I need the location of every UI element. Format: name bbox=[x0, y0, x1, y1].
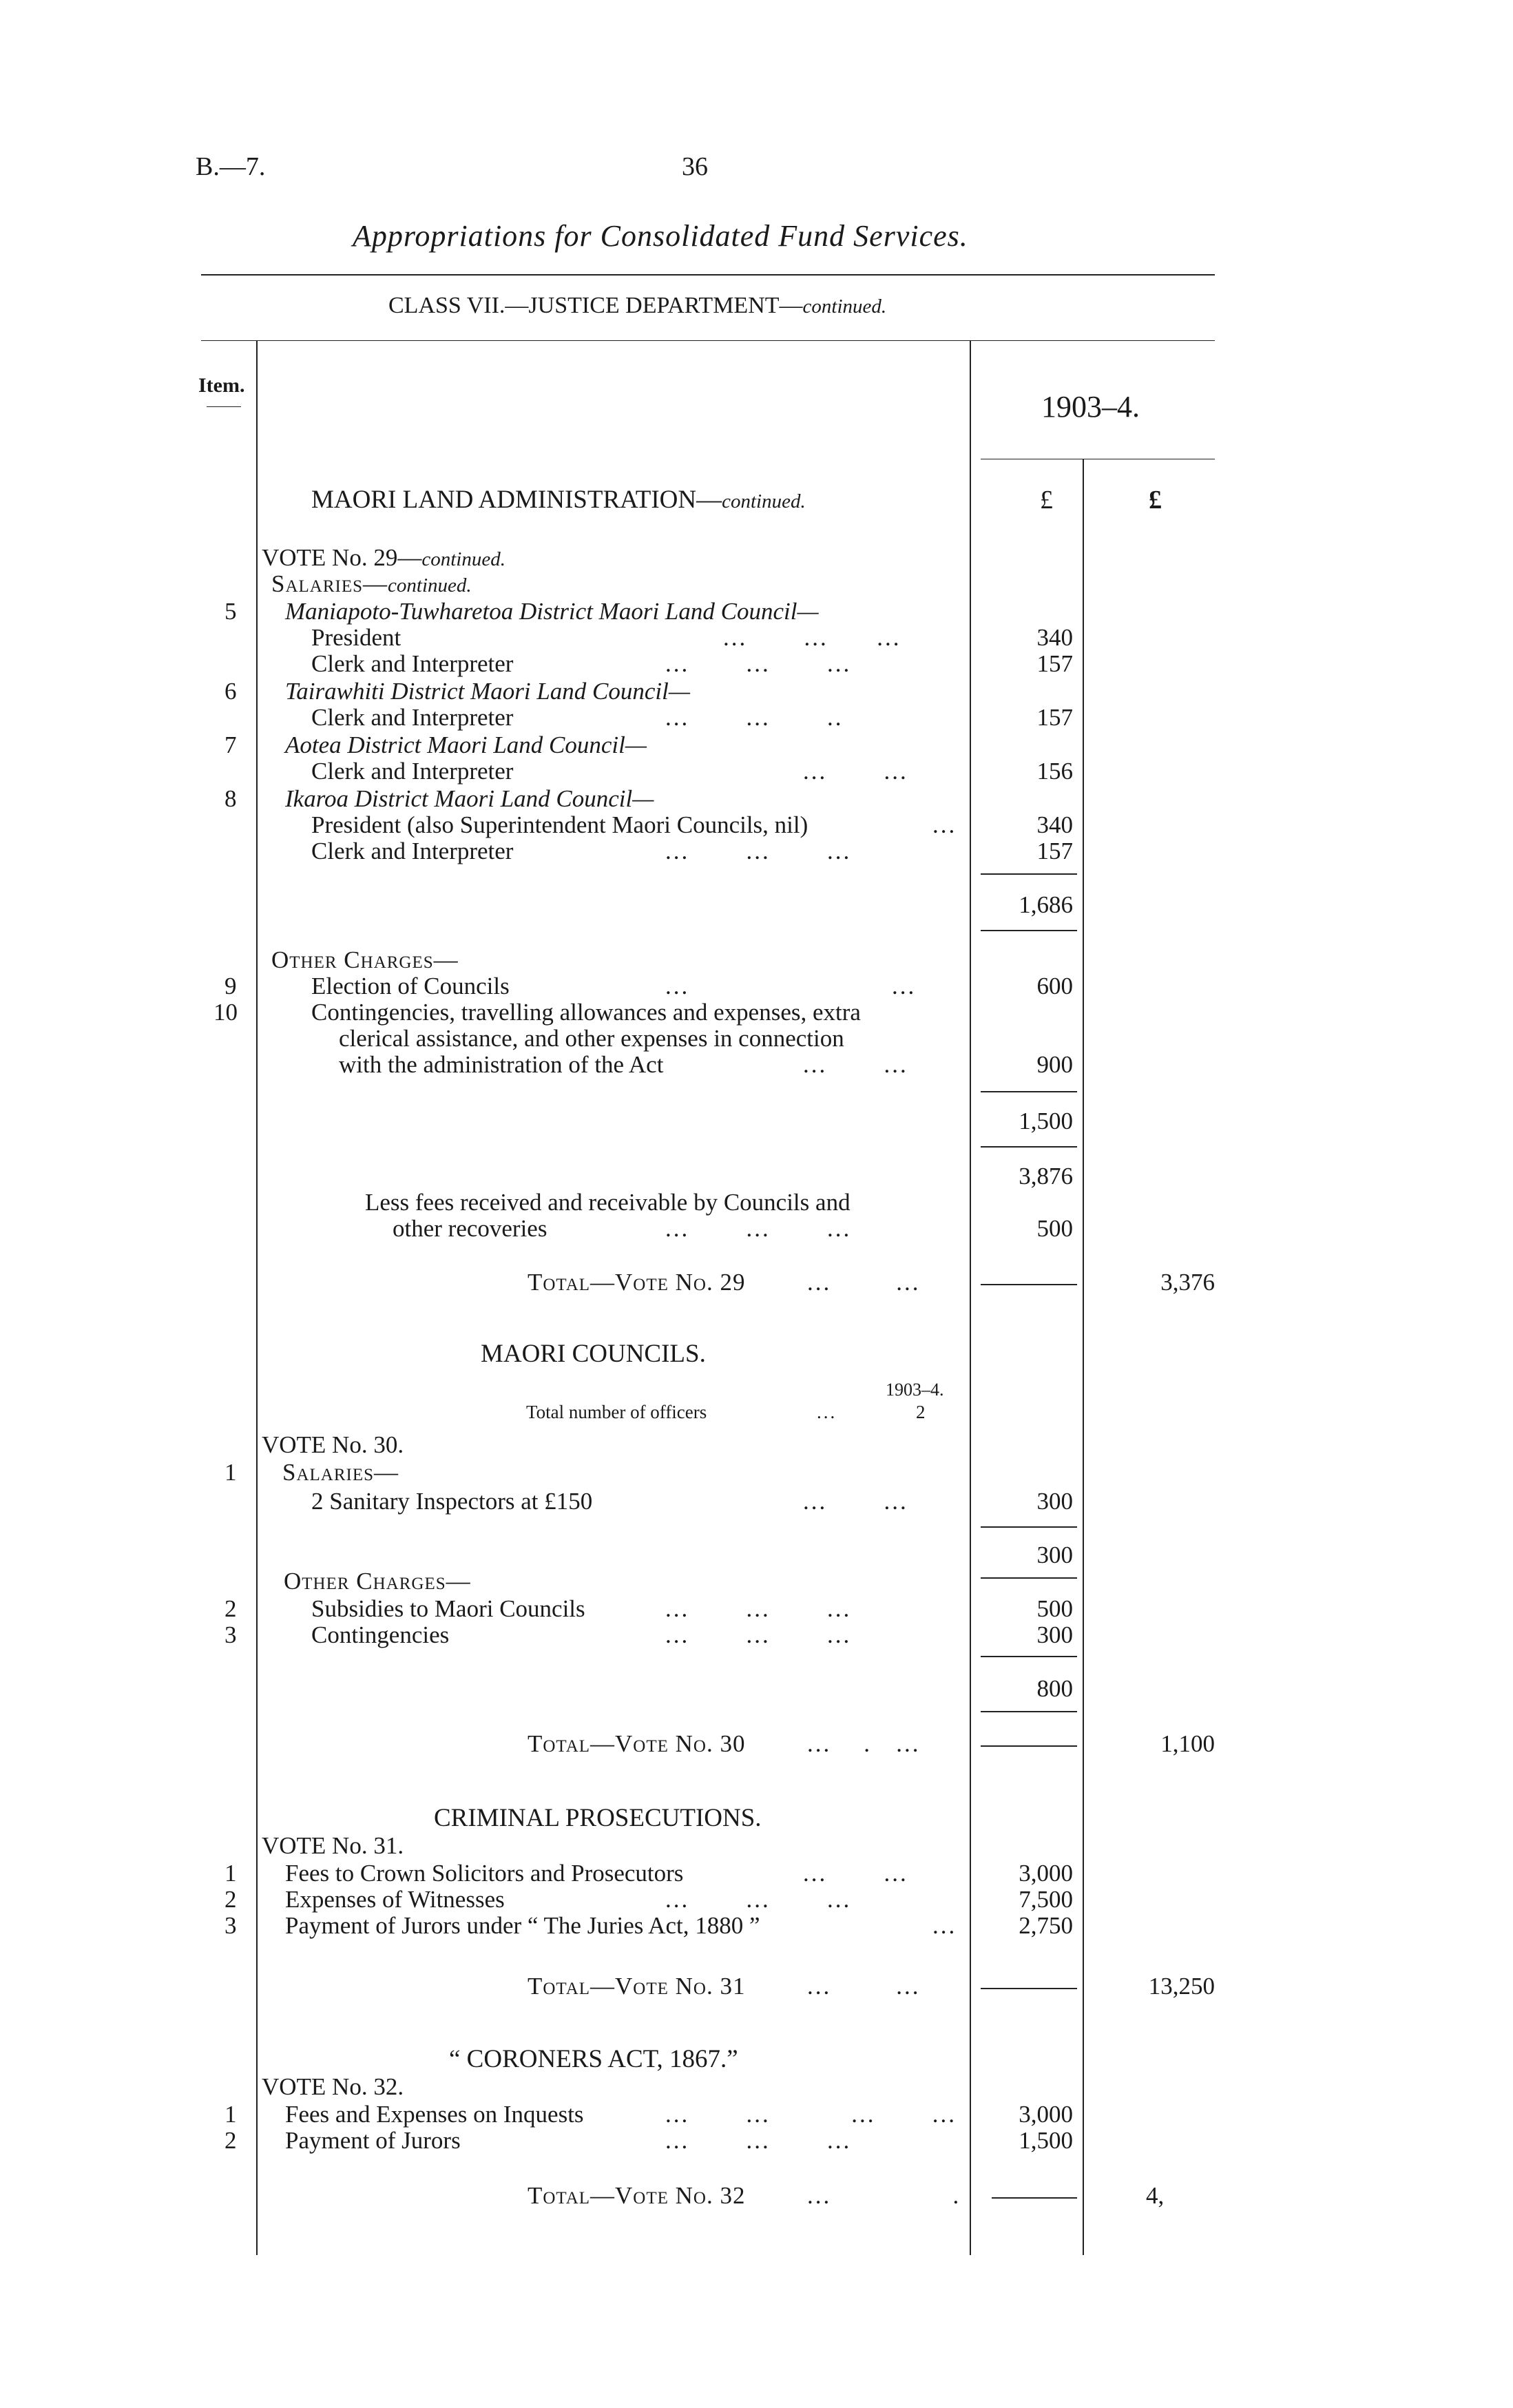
leader-dots: ... ... bbox=[803, 1860, 908, 1887]
maori-land-heading-main: MAORI LAND ADMINISTRATION— bbox=[311, 486, 722, 514]
item-number: 3 bbox=[225, 1912, 237, 1939]
table-top-rule bbox=[201, 340, 1215, 341]
leader-dots: ... ... bbox=[807, 1973, 921, 2000]
subtotal-rule bbox=[981, 1146, 1077, 1148]
other-subtotal: 800 bbox=[1036, 1675, 1073, 1702]
vote-29-main: VOTE No. 29— bbox=[262, 544, 422, 571]
row-label: Clerk and Interpreter bbox=[311, 758, 514, 785]
leader-dots: ... ... .. bbox=[665, 704, 844, 731]
leader-dots: ... ... ... bbox=[665, 1621, 852, 1648]
year-header: 1903–4. bbox=[1041, 390, 1140, 424]
item-number: 3 bbox=[225, 1621, 237, 1648]
item-number: 5 bbox=[225, 598, 237, 625]
vote-29-total-label: Total—Vote No. 29 bbox=[528, 1269, 746, 1296]
total-rule bbox=[981, 1745, 1077, 1747]
amount: 157 bbox=[1036, 650, 1073, 677]
leader-dots: ... ... ... bbox=[665, 838, 852, 864]
leader-dots: ... ... ... bbox=[665, 1215, 852, 1242]
amount: 900 bbox=[1036, 1051, 1073, 1078]
less-label: Less fees received and receivable by Councils and bbox=[365, 1189, 851, 1216]
amount: 7,500 bbox=[1019, 1886, 1073, 1913]
leader-dots: ... bbox=[932, 811, 957, 838]
amount: 300 bbox=[1036, 1488, 1073, 1515]
maori-land-heading bbox=[311, 486, 806, 515]
salaries-subtotal: 1,686 bbox=[1019, 891, 1073, 918]
less-label: other recoveries bbox=[393, 1215, 547, 1242]
council-heading: Maniapoto-Tuwharetoa District Maori Land Council— bbox=[285, 598, 819, 625]
row-label: Clerk and Interpreter bbox=[311, 838, 514, 864]
vote-31-total-label: Total—Vote No. 31 bbox=[528, 1973, 746, 2000]
row-label: Contingencies bbox=[311, 1621, 450, 1648]
amount: 157 bbox=[1036, 704, 1073, 731]
row-label: Subsidies to Maori Councils bbox=[311, 1595, 585, 1622]
other-subtotal: 1,500 bbox=[1019, 1108, 1073, 1134]
amount: 500 bbox=[1036, 1595, 1073, 1622]
item-number: 9 bbox=[225, 973, 237, 999]
leader-dots: ... ... bbox=[803, 1051, 908, 1078]
class-heading-cont: continued. bbox=[802, 295, 887, 318]
vote-32-total: 4, bbox=[1146, 2182, 1165, 2209]
vote-30-total-label: Total—Vote No. 30 bbox=[528, 1730, 746, 1757]
vote-29-total: 3,376 bbox=[1160, 1269, 1215, 1296]
pound-symbol-2: £ bbox=[1149, 486, 1162, 515]
salaries-main: Salaries— bbox=[271, 570, 388, 597]
other-charges-heading: Other Charges— bbox=[284, 1568, 471, 1595]
item-number: 2 bbox=[225, 1595, 237, 1622]
leader-dots: ... ... bbox=[665, 973, 917, 999]
row-label: clerical assistance, and other expenses in connection bbox=[339, 1025, 844, 1052]
row-label: Clerk and Interpreter bbox=[311, 650, 514, 677]
salaries-heading: Salaries— bbox=[282, 1459, 399, 1486]
vote-29-heading bbox=[262, 544, 505, 573]
vote-30-total: 1,100 bbox=[1160, 1730, 1215, 1757]
header-rule bbox=[201, 274, 1215, 276]
council-heading: Ikaroa District Maori Land Council— bbox=[285, 785, 654, 812]
leader-dots: ... . bbox=[807, 2182, 961, 2209]
row-label: Payment of Jurors under “ The Juries Act, 1880 ” bbox=[285, 1912, 760, 1939]
subtotal-rule bbox=[981, 873, 1077, 875]
amount: 2,750 bbox=[1019, 1912, 1073, 1939]
total-rule bbox=[992, 2197, 1077, 2199]
item-column-rule bbox=[256, 340, 258, 2255]
item-number: 2 bbox=[225, 2127, 237, 2154]
subtotal-rule bbox=[981, 930, 1077, 931]
row-label: Fees and Expenses on Inquests bbox=[285, 2101, 584, 2128]
subtotal-rule bbox=[981, 1091, 1077, 1092]
amount: 3,000 bbox=[1019, 1860, 1073, 1887]
amount: 300 bbox=[1036, 1621, 1073, 1648]
amount: 340 bbox=[1036, 624, 1073, 651]
row-label: Election of Councils bbox=[311, 973, 510, 999]
total-rule bbox=[981, 1284, 1077, 1285]
item-number: 6 bbox=[225, 678, 237, 705]
council-heading: Tairawhiti District Maori Land Council— bbox=[285, 678, 690, 705]
subtotal-rule bbox=[981, 1577, 1077, 1579]
row-label: with the administration of the Act bbox=[339, 1051, 664, 1078]
leader-dots: ... ... ... bbox=[665, 1886, 852, 1913]
row-label: Clerk and Interpreter bbox=[311, 704, 514, 731]
amount: 3,000 bbox=[1019, 2101, 1073, 2128]
maori-councils-heading: MAORI COUNCILS. bbox=[481, 1340, 706, 1368]
leader-dots: ... ... bbox=[807, 1269, 921, 1296]
row-label: Payment of Jurors bbox=[285, 2127, 461, 2154]
vote-30-heading: VOTE No. 30. bbox=[262, 1431, 404, 1458]
leader-dots: ... ... ... ... bbox=[665, 2101, 957, 2128]
amount: 156 bbox=[1036, 758, 1073, 785]
leader-dots: ... bbox=[932, 1912, 957, 1939]
pound-symbol-1: £ bbox=[1040, 486, 1053, 515]
vote-32-total-label: Total—Vote No. 32 bbox=[528, 2182, 746, 2209]
item-number: 8 bbox=[225, 785, 237, 812]
item-number: 1 bbox=[225, 2101, 237, 2128]
item-column-header: Item. bbox=[198, 374, 245, 397]
criminal-prosecutions-heading: CRIMINAL PROSECUTIONS. bbox=[434, 1804, 762, 1832]
maori-land-heading-cont: continued. bbox=[722, 490, 806, 512]
leader-dots: ... ... ... bbox=[723, 624, 901, 651]
salaries-cont: continued. bbox=[388, 574, 472, 596]
item-number: 10 bbox=[213, 999, 238, 1026]
class-heading bbox=[388, 292, 886, 320]
leader-dots: ... ... ... bbox=[665, 650, 852, 677]
row-label: 2 Sanitary Inspectors at £150 bbox=[311, 1488, 593, 1515]
item-number: 2 bbox=[225, 1886, 237, 1913]
leader-dots: ... ... bbox=[803, 1488, 908, 1515]
item-number: 1 bbox=[225, 1459, 237, 1486]
class-heading-main: CLASS VII.—JUSTICE DEPARTMENT— bbox=[388, 293, 803, 318]
council-heading: Aotea District Maori Land Council— bbox=[285, 731, 647, 758]
subtotal-rule bbox=[981, 1656, 1077, 1657]
amount: 500 bbox=[1036, 1215, 1073, 1242]
item-header-underline bbox=[207, 406, 241, 407]
vote-31-total: 13,250 bbox=[1148, 1973, 1215, 2000]
officers-label: Total number of officers bbox=[526, 1402, 707, 1422]
row-label: Expenses of Witnesses bbox=[285, 1886, 505, 1913]
total-rule bbox=[981, 1988, 1077, 1989]
amount: 1,500 bbox=[1019, 2127, 1073, 2154]
leader-dots: ... ... ... bbox=[665, 2127, 852, 2154]
gross-total: 3,876 bbox=[1019, 1163, 1073, 1190]
subtotal-rule bbox=[981, 1711, 1077, 1712]
other-charges-heading: Other Charges— bbox=[271, 946, 459, 973]
page-number: 36 bbox=[682, 152, 708, 181]
salaries-subtotal: 300 bbox=[1036, 1542, 1073, 1568]
salaries-heading bbox=[271, 570, 472, 599]
amount: 157 bbox=[1036, 838, 1073, 864]
item-number: 7 bbox=[225, 731, 237, 758]
officers-year: 1903–4. bbox=[886, 1380, 944, 1400]
officers-count: 2 bbox=[916, 1402, 926, 1422]
row-label: Contingencies, travelling allowances and expenses, extra bbox=[311, 999, 861, 1026]
vote-29-cont: continued. bbox=[421, 548, 505, 570]
leader-dots: ... . ... bbox=[807, 1730, 921, 1757]
vote-32-heading: VOTE No. 32. bbox=[262, 2073, 404, 2100]
subtotal-rule bbox=[981, 1526, 1077, 1528]
item-number: 1 bbox=[225, 1860, 237, 1887]
row-label: President bbox=[311, 624, 401, 651]
leader-dots: ... bbox=[817, 1402, 837, 1422]
page-code: B.—7. bbox=[196, 152, 266, 181]
leader-dots: ... ... bbox=[803, 758, 908, 785]
amount: 600 bbox=[1036, 973, 1073, 999]
page-title: Appropriations for Consolidated Fund Services. bbox=[353, 219, 968, 253]
amount: 340 bbox=[1036, 811, 1073, 838]
vote-31-heading: VOTE No. 31. bbox=[262, 1832, 404, 1859]
coroners-act-heading: “ CORONERS ACT, 1867.” bbox=[449, 2045, 738, 2073]
row-label: President (also Superintendent Maori Councils, nil) bbox=[311, 811, 808, 838]
leader-dots: ... ... ... bbox=[665, 1595, 852, 1622]
row-label: Fees to Crown Solicitors and Prosecutors bbox=[285, 1860, 684, 1887]
